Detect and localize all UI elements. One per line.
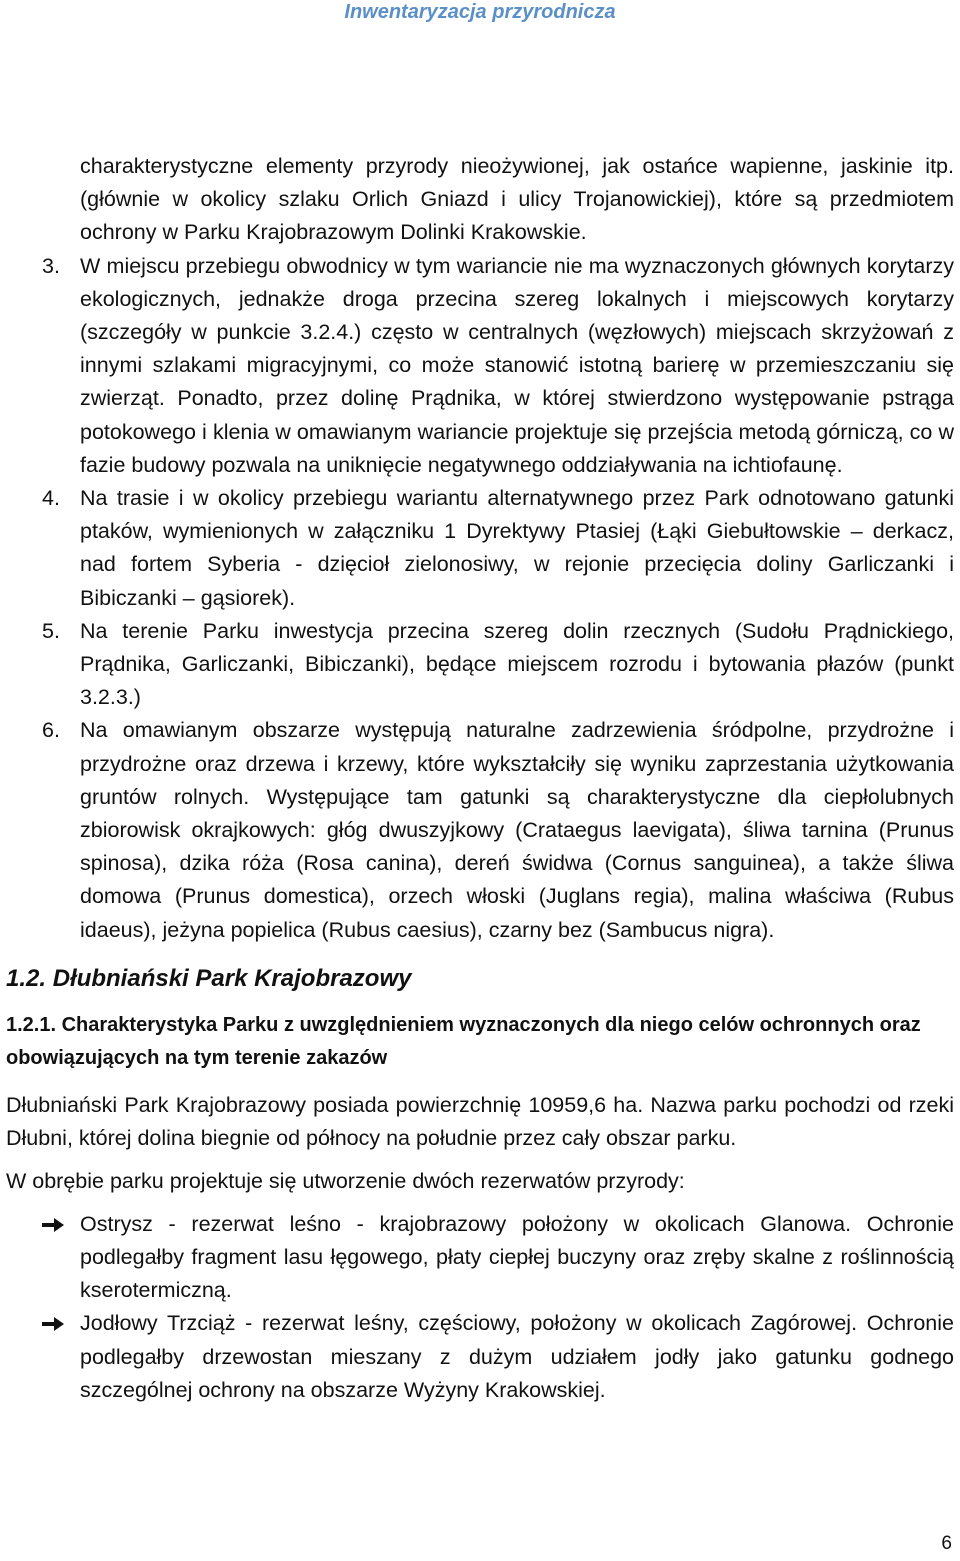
list-item-text: W miejscu przebiegu obwodnicy w tym wariancie nie ma wyznaczonych głównych korytarzy ekologicznych, jednakże droga przecina szereg lokalnych i miejscowych korytarzy (szczegóły w punkcie 3.2.4.) często w centralnych (węzłowych) miejscach skrzyżowań z innymi szlakami migracyjnymi, co może stanowić istotną barierę w przemieszczaniu się zwierząt. Ponadto, przez dolinę Prądnika, w której stwierdzono występowanie pstrąga potokowego i klenia w omawianym wariancie projektuje się przejścia metodą górniczą, co w fazie budowy pozwala na uniknięcie negatywnego oddziaływania na ichtiofaunę. xyxy=(80,253,954,477)
list-item xyxy=(0,150,960,250)
list-item xyxy=(0,615,960,715)
list-item xyxy=(0,250,960,482)
list-item-text: charakterystyczne elementy przyrody nieożywionej, jak ostańce wapienne, jaskinie itp. (głównie w okolicy szlaku Orlich Gniazd i ulicy Trojanowickiej), które są przedmiotem ochrony w Parku Krajobrazowym Dolinki Krakowskie. xyxy=(80,154,954,245)
reserve-item-text: Ostrysz - rezerwat leśno - krajobrazowy położony w okolicach Glanowa. Ochronie podlegałby fragment lasu łęgowego, płaty ciepłej buczyny oraz zręby skalne z roślinnością kserotermiczną. xyxy=(80,1211,954,1303)
list-item-text: Na omawianym obszarze występują naturalne zadrzewienia śródpolne, przydrożne i przydrożne oraz drzewa i krzewy, które wykształciły się wyniku zaprzestania użytkowania gruntów rolnych. Występujące tam gatunki są charakterystyczne dla ciepłolubnych zbiorowisk okrajkowych: głóg dwuszyjkowy (Crataegus laevigata), śliwa tarnina (Prunus spinosa), dzika róża (Rosa canina), dereń świdwa (Cornus sanguinea), a także śliwa domowa (Prunus domestica), orzech włoski (Juglans regia), malina właściwa (Rubus idaeus), jeżyna popielica (Rubus caesius), czarny bez (Sambucus nigra). xyxy=(80,718,954,942)
reserves-list xyxy=(0,1208,960,1407)
arrow-right-icon xyxy=(40,1315,66,1333)
list-item-text: Na trasie i w okolicy przebiegu wariantu alternatywnego przez Park odnotowano gatunki ptaków, wymienionych w załączniku 1 Dyrektywy Ptasiej (Łąki Giebułtowskie – derkacz, nad fortem Syberia - dzięcioł zielonosiwy, w rejonie przecięcia doliny Garliczanki i Bibiczanki – gąsiorek). xyxy=(80,486,954,610)
numbered-list xyxy=(0,150,960,947)
list-item-number: 4. xyxy=(42,486,60,511)
section-heading: 1.2. Dłubniański Park Krajobrazowy xyxy=(6,964,412,992)
list-item xyxy=(0,482,960,615)
paragraph-reserves-intro: W obrębie parku projektuje się utworzenie dwóch rezerwatów przyrody: xyxy=(6,1168,685,1193)
page-number: 6 xyxy=(941,1533,952,1554)
list-item-number: 3. xyxy=(42,253,60,278)
arrow-right-icon xyxy=(40,1216,66,1234)
list-item-text: Na terenie Parku inwestycja przecina szereg dolin rzecznych (Sudołu Prądnickiego, Prądnika, Garliczanki, Bibiczanki), będące miejscem rozrodu i bytowania płazów (punkt 3.2.3.) xyxy=(80,618,954,710)
page-content xyxy=(0,150,960,1407)
list-item-number: 6. xyxy=(42,718,60,743)
subsection-heading: 1.2.1. Charakterystyka Parku z uwzględnieniem wyznaczonych dla niego celów ochronnych oraz obowiązujących na tym terenie zakazów xyxy=(6,1013,921,1069)
page-header: Inwentaryzacja przyrodnicza xyxy=(344,1,616,23)
reserve-item-text: Jodłowy Trzciąż - rezerwat leśny, częściowy, położony w okolicach Zagórowej. Ochronie podlegałby drzewostan mieszany z dużym udziałem jodły jako gatunku godnego szczególnej ochrony na obszarze Wyżyny Krakowskiej. xyxy=(80,1311,954,1402)
paragraph-area: Dłubniański Park Krajobrazowy posiada powierzchnię 10959,6 ha. Nazwa parku pochodzi od rzeki Dłubni, której dolina biegnie od północy na południe przez cały obszar parku. xyxy=(6,1092,954,1150)
reserve-item xyxy=(0,1307,960,1407)
list-item-number: 5. xyxy=(42,618,60,643)
reserve-item xyxy=(0,1208,960,1308)
list-item xyxy=(0,714,960,946)
